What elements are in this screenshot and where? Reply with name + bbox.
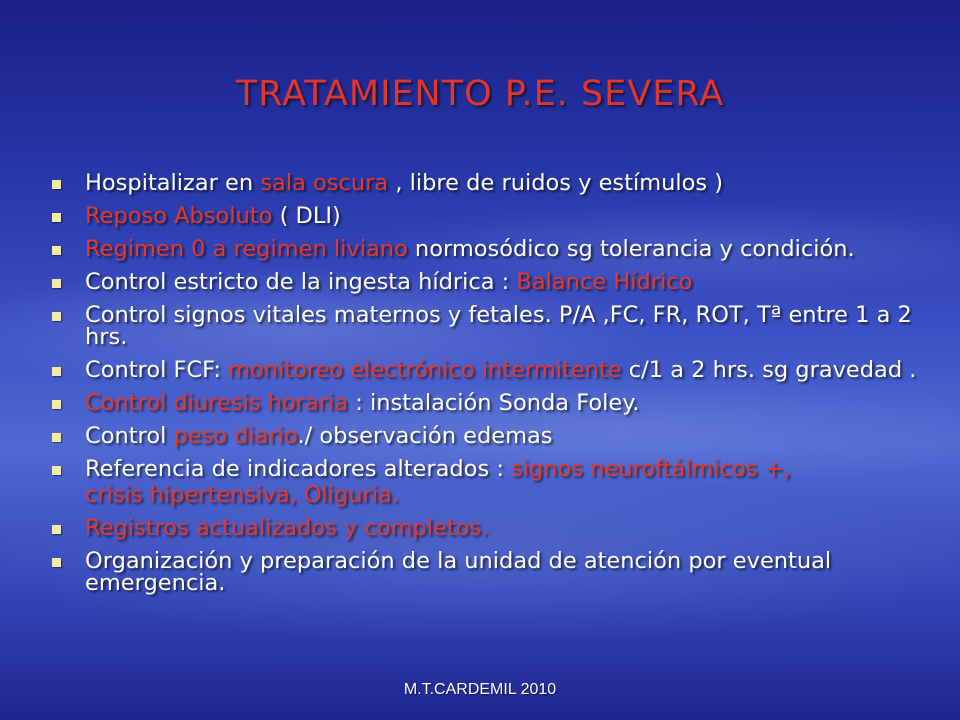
square-bullet-icon (52, 433, 61, 442)
item-text: c/1 a 2 hrs. sg gravedad . (621, 357, 917, 383)
highlighted-text: signos neuroftálmicos +, (511, 456, 791, 482)
square-bullet-icon (52, 466, 61, 475)
item-text: Control signos vitales maternos y fetales. P/A ,FC, FR, ROT, Tª entre 1 a 2 hrs. (85, 302, 912, 350)
list-item (50, 304, 930, 348)
square-bullet-icon (52, 367, 61, 376)
square-bullet-icon (52, 213, 61, 222)
list-item-continuation (50, 484, 930, 506)
bullet-list (50, 172, 930, 605)
item-text: Control FCF: (85, 357, 229, 383)
highlighted-text: peso diario (173, 423, 298, 449)
list-item (50, 517, 930, 539)
item-text: , libre de ruidos y estímulos ) (388, 170, 724, 196)
list-item (50, 271, 930, 293)
item-text: : instalación Sonda Foley. (348, 390, 640, 416)
item-text: Control estricto de la ingesta hídrica : (85, 269, 517, 295)
list-item (50, 458, 930, 480)
item-text: ( DLI) (272, 203, 341, 229)
highlighted-text: Balance Hídrico (516, 269, 693, 295)
highlighted-text: crisis hipertensiva, Oliguria. (85, 482, 400, 508)
list-item (50, 392, 930, 414)
list-item (50, 550, 930, 594)
footer-credit: M.T.CARDEMIL 2010 (403, 681, 557, 698)
square-bullet-icon (52, 400, 61, 409)
list-item (50, 425, 930, 447)
highlighted-text: Regimen 0 a regimen liviano (85, 236, 408, 262)
list-item (50, 238, 930, 260)
square-bullet-icon (52, 246, 61, 255)
slide-title: TRATAMIENTO P.E. SEVERA (235, 74, 725, 114)
highlighted-text: Registros actualizados y completos. (85, 515, 489, 541)
square-bullet-icon (52, 525, 61, 534)
item-text: Organización y preparación de la unidad de atención por eventual emergencia. (85, 548, 832, 596)
list-item (50, 172, 930, 194)
item-text: Referencia de indicadores alterados : (85, 456, 512, 482)
list-item (50, 205, 930, 227)
square-bullet-icon (52, 279, 61, 288)
list-item (50, 359, 930, 381)
item-text: Hospitalizar en (85, 170, 261, 196)
highlighted-text: sala oscura (260, 170, 389, 196)
square-bullet-icon (52, 312, 61, 321)
highlighted-text: monitoreo electrónico intermitente (228, 357, 622, 383)
square-bullet-icon (52, 558, 61, 567)
highlighted-text: Control diuresis horaria (85, 390, 349, 416)
item-text: ./ observación edemas (297, 423, 553, 449)
item-text: normosódico sg tolerancia y condición. (407, 236, 855, 262)
item-text: Control (85, 423, 174, 449)
highlighted-text: Reposo Absoluto (85, 203, 273, 229)
square-bullet-icon (52, 180, 61, 189)
